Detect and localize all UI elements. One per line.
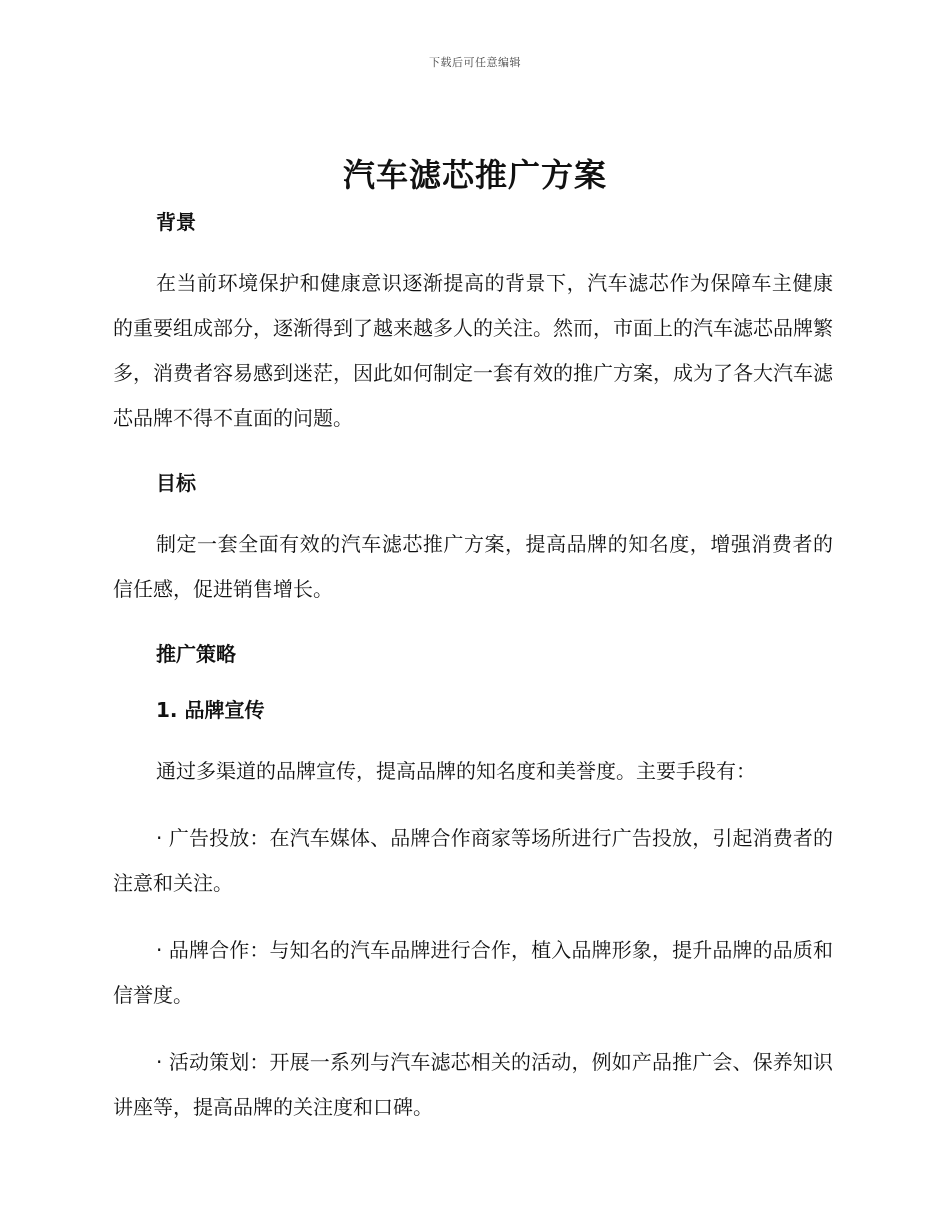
list-item-event-planning: · 活动策划：开展一系列与汽车滤芯相关的活动，例如产品推广会、保养知识讲座等，提高品牌的关注度和口碑。 bbox=[113, 1050, 833, 1119]
background-paragraph: 在当前环境保护和健康意识逐渐提高的背景下，汽车滤芯作为保障车主健康的重要组成部分，逐渐得到了越来越多人的关注。然而，市面上的汽车滤芯品牌繁多，消费者容易感到迷茫，因此如何制定一套有效的推广方案，成为了各大汽车滤芯品牌不得不直面的问题。 bbox=[113, 271, 833, 430]
section-heading-background: 背景 bbox=[156, 210, 196, 234]
subsection-heading-brand-promotion: 1. 品牌宣传 bbox=[156, 698, 265, 722]
brand-promotion-intro: 通过多渠道的品牌宣传，提高品牌的知名度和美誉度。主要手段有： bbox=[156, 759, 756, 783]
header-note: 下载后可任意编辑 bbox=[429, 56, 521, 69]
document-title: 汽车滤芯推广方案 bbox=[342, 156, 607, 194]
list-item-advertising: · 广告投放：在汽车媒体、品牌合作商家等场所进行广告投放，引起消费者的注意和关注。 bbox=[113, 826, 833, 895]
section-heading-strategy: 推广策略 bbox=[156, 642, 236, 666]
goal-paragraph: 制定一套全面有效的汽车滤芯推广方案，提高品牌的知名度，增强消费者的信任感，促进销售增长。 bbox=[113, 532, 833, 601]
section-heading-goal: 目标 bbox=[156, 471, 196, 495]
list-item-brand-cooperation: · 品牌合作：与知名的汽车品牌进行合作，植入品牌形象，提升品牌的品质和信誉度。 bbox=[113, 938, 833, 1007]
document-body bbox=[113, 205, 833, 1130]
